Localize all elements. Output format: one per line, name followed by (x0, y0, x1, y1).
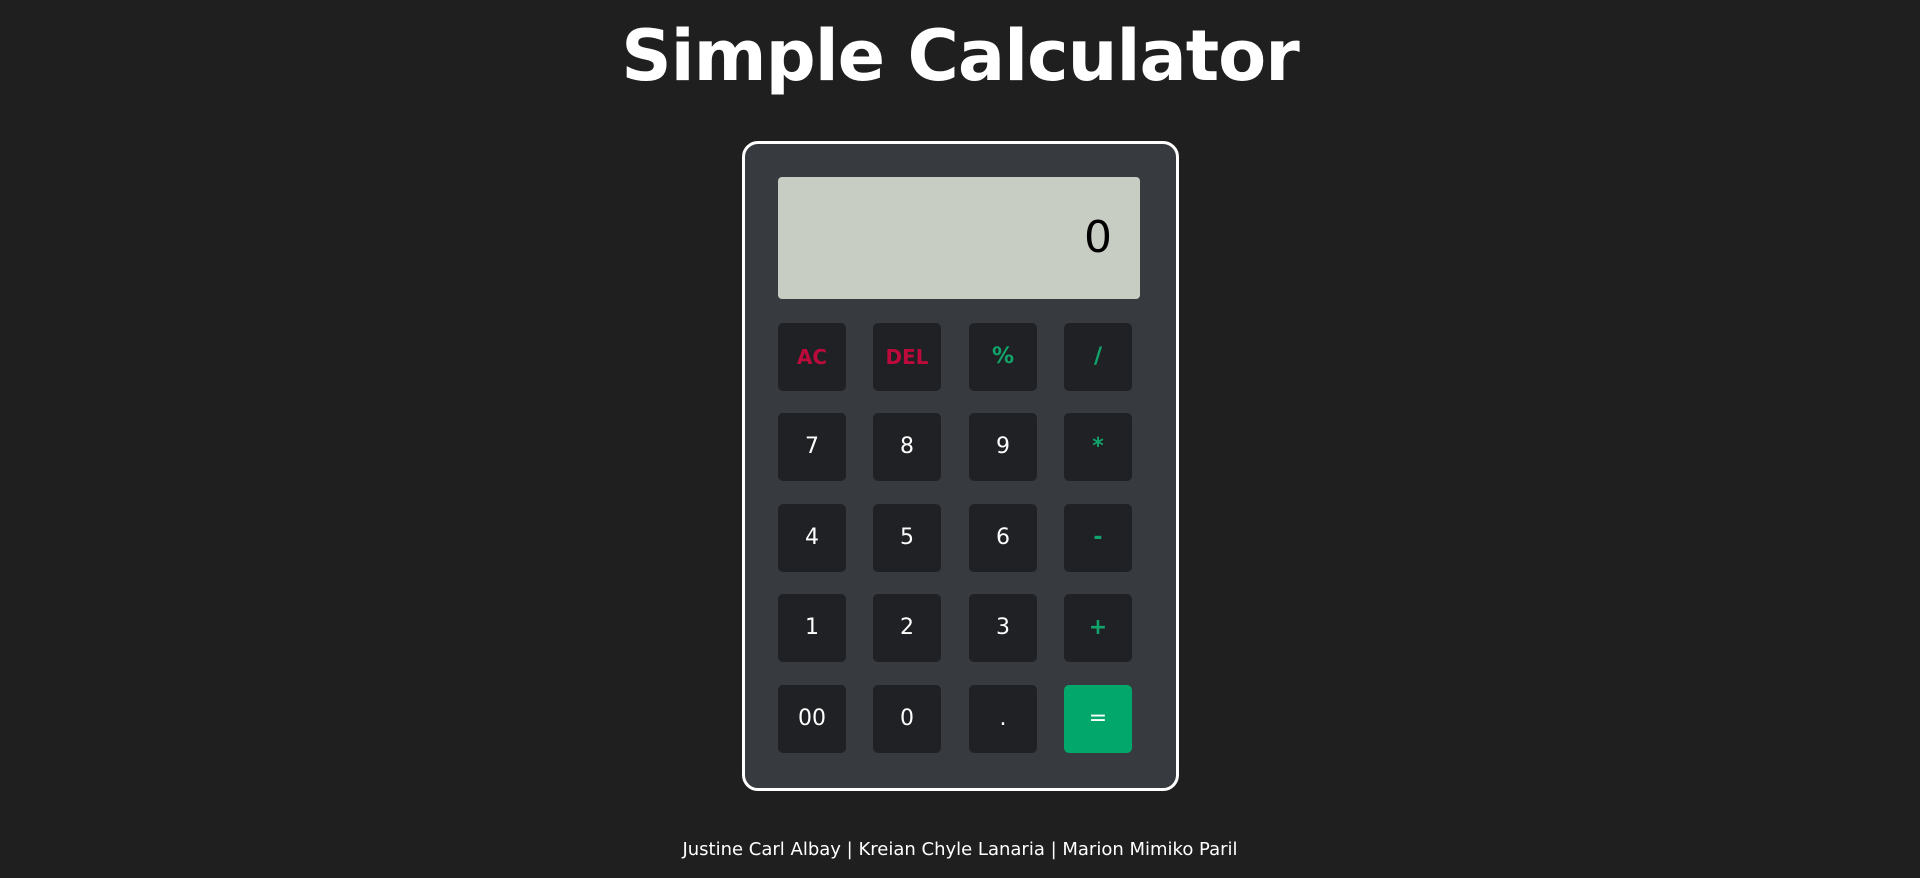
digit-7-button[interactable]: 7 (778, 413, 846, 481)
digit-8-button[interactable]: 8 (873, 413, 941, 481)
digit-5-button[interactable]: 5 (873, 504, 941, 572)
delete-button[interactable]: DEL (873, 323, 941, 391)
digit-2-button[interactable]: 2 (873, 594, 941, 662)
equals-button[interactable]: = (1064, 685, 1132, 753)
digit-4-button[interactable]: 4 (778, 504, 846, 572)
percent-button[interactable]: % (969, 323, 1037, 391)
decimal-button[interactable]: . (969, 685, 1037, 753)
footer-credits: Justine Carl Albay | Kreian Chyle Lanaria | Marion Mimiko Paril (682, 839, 1238, 860)
subtract-button[interactable]: - (1064, 504, 1132, 572)
multiply-button[interactable]: * (1064, 413, 1132, 481)
digit-6-button[interactable]: 6 (969, 504, 1037, 572)
divide-button[interactable]: / (1064, 323, 1132, 391)
digit-9-button[interactable]: 9 (969, 413, 1037, 481)
digit-0-button[interactable]: 0 (873, 685, 941, 753)
double-zero-button[interactable]: 00 (778, 685, 846, 753)
digit-3-button[interactable]: 3 (969, 594, 1037, 662)
calculator-display: 0 (778, 177, 1140, 299)
all-clear-button[interactable]: AC (778, 323, 846, 391)
page-title: Simple Calculator (621, 15, 1299, 97)
digit-1-button[interactable]: 1 (778, 594, 846, 662)
calculator (742, 141, 1179, 791)
add-button[interactable]: + (1064, 594, 1132, 662)
